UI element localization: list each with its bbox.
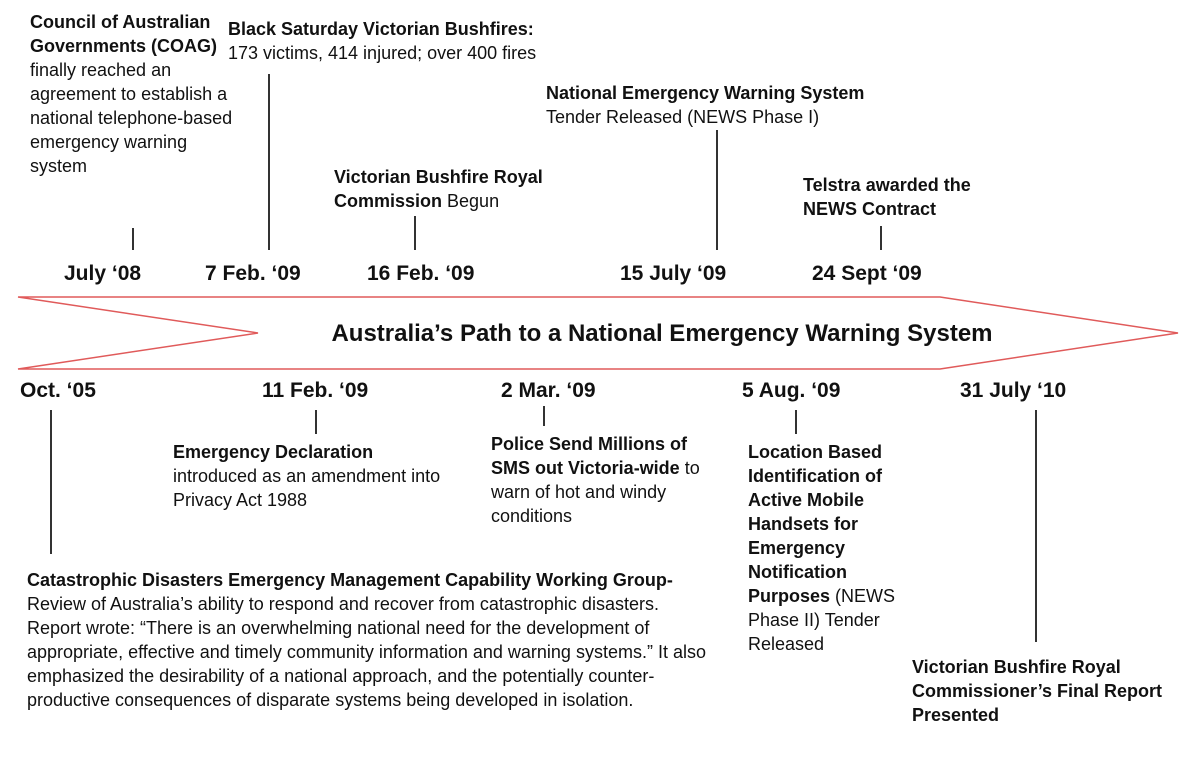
event-emergency-declaration [173,440,483,512]
event-catastrophic [27,568,707,712]
connector-police-sms [543,406,545,426]
event-location-based-title: Location Based Identification of Active Mobile Handsets for Emergency Notification Purposes [748,442,883,606]
connector-final-report [1035,410,1037,642]
event-news-tender [546,81,966,129]
date-15-july-09: 15 July ‘09 [620,262,727,285]
connector-telstra [880,226,882,250]
event-location-based [748,440,928,656]
event-catastrophic-desc: Review of Australia’s ability to respond and recover from catastrophic disasters. Report wrote: “There is an overwhelming national need for the development of appropriate, effective and timely community information and warning systems.” It also emphasized the desirability of a national approach, and the potentially counter-productive consequences of disparate systems being developed in isolation. [27,594,706,710]
event-police-sms-desc: to warn of hot and windy conditions [491,458,700,526]
event-location-based-desc: (NEWS Phase II) Tender Released [748,586,896,654]
connector-coag [132,228,134,250]
event-coag-title: Council of Australian Governments (COAG) [30,12,218,56]
date-2-mar-09: 2 Mar. ‘09 [501,379,596,402]
date-24-sept-09: 24 Sept ‘09 [812,262,922,285]
date-july-08: July ‘08 [64,262,142,285]
event-final-report: Victorian Bushfire Royal Commissioner’s Final Report Presented [912,657,1163,725]
event-emergency-declaration-title: Emergency Declaration [173,442,374,462]
event-black-saturday-desc: 173 victims, 414 injured; over 400 fires [228,43,537,63]
event-royal-commission [334,165,614,213]
event-news-tender-title: National Emergency Warning System [546,83,865,103]
event-news-tender-desc: Tender Released (NEWS Phase I) [546,107,820,127]
event-royal-commission-title: Victorian Bushfire Royal Commission [334,167,543,211]
connector-black-saturday [268,74,270,250]
date-oct-05: Oct. ‘05 [20,379,96,402]
event-black-saturday [228,17,648,65]
timeline-title: Australia’s Path to a National Emergency Warning System [331,320,993,347]
event-royal-commission-desc: Begun [442,191,500,211]
event-coag-desc: finally reached an agreement to establish a national telephone-based emergency warning system [30,60,233,176]
date-7-feb-09: 7 Feb. ‘09 [205,262,301,285]
connector-emergency-declaration [315,410,317,434]
connector-catastrophic [50,410,52,554]
event-catastrophic-title: Catastrophic Disasters Emergency Management Capability Working Group- [27,570,673,590]
connector-location-based [795,410,797,434]
event-police-sms-title: Police Send Millions of SMS out Victoria-wide [491,434,688,478]
event-coag [30,10,235,178]
date-31-july-10: 31 July ‘10 [960,379,1067,402]
event-emergency-declaration-desc: introduced as an amendment into Privacy Act 1988 [173,466,441,510]
connector-news-tender [716,130,718,250]
date-5-aug-09: 5 Aug. ‘09 [742,379,841,402]
date-16-feb-09: 16 Feb. ‘09 [367,262,475,285]
event-police-sms [491,432,716,528]
connector-royal-commission [414,216,416,250]
event-telstra: Telstra awarded the NEWS Contract [803,175,971,219]
event-black-saturday-title: Black Saturday Victorian Bushfires: [228,19,534,39]
date-11-feb-09: 11 Feb. ‘09 [262,379,369,402]
